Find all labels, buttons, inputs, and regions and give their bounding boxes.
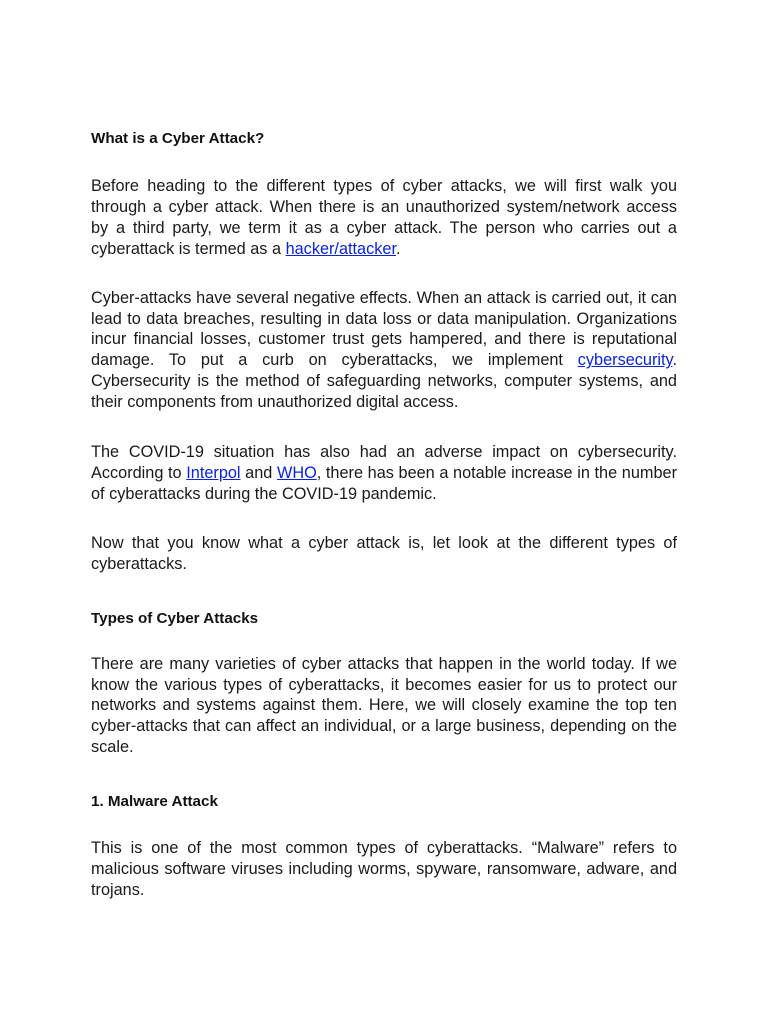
paragraph-transition: Now that you know what a cyber attack is, let look at the different types of cyberattacks.: [91, 533, 677, 573]
paragraph-covid-text: The COVID-19 situation has also had an adverse impact on cybersecurity. According to: [91, 443, 677, 482]
link-hacker-attacker[interactable]: hacker/attacker: [285, 239, 396, 258]
heading-malware-attack: 1. Malware Attack: [91, 793, 218, 811]
paragraph-intro: [91, 176, 677, 260]
document-page: [91, 128, 677, 901]
paragraph-malware: This is one of the most common types of cyberattacks. “Malware” refers to malicious software viruses including worms, spyware, ransomware, adware, and trojans.: [91, 839, 677, 899]
paragraph-covid-end: , there has been a notable increase in the number of cyberattacks during the COVID-19 pandemic.: [91, 463, 677, 503]
paragraph-negative-effects-text: Cyber-attacks have several negative effects. When an attack is carried out, it can lead to data breaches, resulting in data loss or data manipulation. Organizations incur financial losses, customer trust gets hampered, and there is reputational damage. To put a curb on cyberattacks, we implement: [91, 288, 677, 370]
paragraph-types-intro: There are many varieties of cyber attacks that happen in the world today. If we know the various types of cyberattacks, it becomes easier for us to protect our networks and systems against them. Here, we will closely examine the top ten cyber-attacks that can affect an individual, or a large business, depending on the scale.: [91, 654, 677, 757]
paragraph-negative-effects: [91, 288, 677, 413]
paragraph-intro-text: Before heading to the different types of cyber attacks, we will first walk you through a cyber attack. When there is an unauthorized system/network access by a third party, we term it as a cyber attack. The person who carries out a cyberattack is termed as a: [91, 177, 677, 258]
link-cybersecurity[interactable]: cybersecurity: [577, 351, 673, 370]
heading-what-is-cyber-attack: What is a Cyber Attack?: [91, 130, 265, 147]
paragraph-negative-effects-end: . Cybersecurity is the method of safeguarding networks, computer systems, and their components from unauthorized digital access.: [91, 351, 677, 412]
link-interpol[interactable]: Interpol: [186, 463, 241, 482]
heading-types-of-cyber-attacks: Types of Cyber Attacks: [91, 609, 259, 627]
paragraph-covid: [91, 442, 677, 505]
paragraph-intro-end: .: [395, 239, 401, 258]
link-who[interactable]: WHO: [276, 463, 317, 482]
paragraph-covid-and: and: [240, 463, 277, 482]
